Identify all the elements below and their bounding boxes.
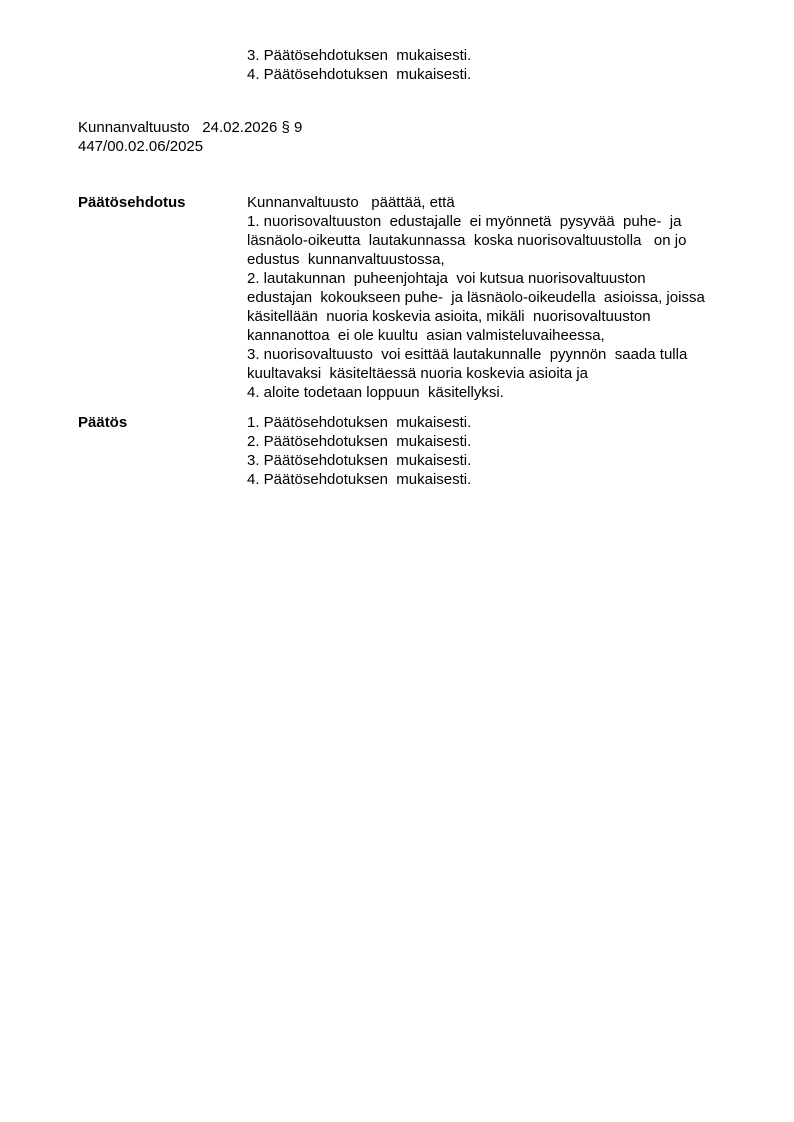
proposal-line: 3. nuorisovaltuusto voi esittää lautakunnalle pyynnön saada tulla — [247, 346, 688, 363]
section-header-block — [78, 118, 302, 156]
continuation-line: 4. Päätösehdotuksen mukaisesti. — [247, 66, 472, 83]
proposal-line: käsitellään nuoria koskevia asioita, mikäli nuorisovaltuuston — [247, 308, 651, 325]
proposal-line: läsnäolo-oikeutta lautakunnassa koska nuorisovaltuustolla on jo — [247, 232, 687, 249]
proposal-line: 2. lautakunnan puheenjohtaja voi kutsua nuorisovaltuuston — [247, 270, 646, 287]
case-number: 447/00.02.06/2025 — [78, 138, 204, 155]
proposal-line: 4. aloite todetaan loppuun käsitellyksi. — [247, 384, 504, 401]
proposal-label: Päätösehdotus — [78, 194, 186, 211]
decision-line: 4. Päätösehdotuksen mukaisesti. — [247, 471, 472, 488]
continuation-block — [247, 46, 471, 84]
proposal-line: Kunnanvaltuusto päättää, että — [247, 194, 455, 211]
proposal-line: edustajan kokoukseen puhe- ja läsnäolo-oikeudella asioissa, joissa — [247, 289, 705, 306]
proposal-section — [78, 193, 780, 402]
org-date-section-line: Kunnanvaltuusto 24.02.2026 § 9 — [78, 119, 303, 136]
decision-line: 3. Päätösehdotuksen mukaisesti. — [247, 452, 472, 469]
proposal-line: edustus kunnanvaltuustossa, — [247, 251, 445, 268]
decision-line: 2. Päätösehdotuksen mukaisesti. — [247, 433, 472, 450]
decision-section — [78, 413, 780, 489]
continuation-line: 3. Päätösehdotuksen mukaisesti. — [247, 47, 472, 64]
decision-body — [247, 413, 780, 489]
proposal-line: 1. nuorisovaltuuston edustajalle ei myönnetä pysyvää puhe- ja — [247, 213, 682, 230]
proposal-body — [247, 193, 780, 402]
decision-line: 1. Päätösehdotuksen mukaisesti. — [247, 414, 472, 431]
proposal-line: kuultavaksi käsiteltäessä nuoria koskevia asioita ja — [247, 365, 589, 382]
proposal-line: kannanottoa ei ole kuultu asian valmisteluvaiheessa, — [247, 327, 605, 344]
decision-label: Päätös — [78, 414, 128, 431]
